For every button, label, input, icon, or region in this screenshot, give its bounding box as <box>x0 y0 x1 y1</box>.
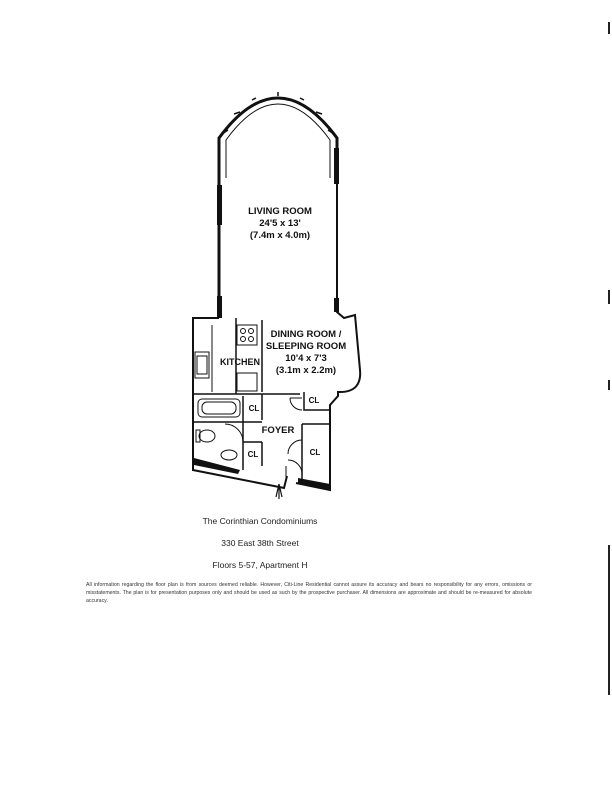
building-name: The Corinthian Condominiums <box>202 516 318 526</box>
disclaimer-text: All information regarding the floor plan is from sources deemed reliable. However, Citi-Line Residential cannot assure its accuracy and bears no responsibility for any errors, omissions or misstatements. The plan is for presentation purposes only and should be used as such by the prospective purchaser. All dimensions are approximate and should be re-measured for absolute accuracy. <box>86 582 532 604</box>
dining-room-name-line2: SLEEPING ROOM <box>265 341 347 352</box>
scan-edge-mark <box>608 545 610 695</box>
dining-room-dims-ft: 10'4 x 7'3 <box>285 353 327 364</box>
floors-apartment: Floors 5-57, Apartment H <box>212 560 308 570</box>
door-swings <box>225 398 302 480</box>
closet-label-foyer: CL <box>247 450 259 459</box>
living-room-name: LIVING ROOM <box>248 206 312 217</box>
bath-fixtures <box>196 399 240 460</box>
foyer-name: FOYER <box>261 425 295 436</box>
scan-edge-mark <box>608 290 610 304</box>
closet-label-entry: CL <box>309 448 321 457</box>
building-address: 330 East 38th Street <box>221 538 299 548</box>
kitchen-name: KITCHEN <box>220 357 260 367</box>
scan-edge-mark <box>608 380 610 390</box>
dining-room-dims-m: (3.1m x 2.2m) <box>275 365 337 376</box>
scan-edge-mark <box>608 22 610 34</box>
dining-room-name-line1: DINING ROOM / <box>270 329 342 340</box>
closet-label-dining: CL <box>308 396 320 405</box>
closet-label-bath: CL <box>248 404 260 413</box>
living-room-dims-ft: 24'5 x 13' <box>259 218 301 229</box>
living-room-dims-m: (7.4m x 4.0m) <box>249 230 311 241</box>
